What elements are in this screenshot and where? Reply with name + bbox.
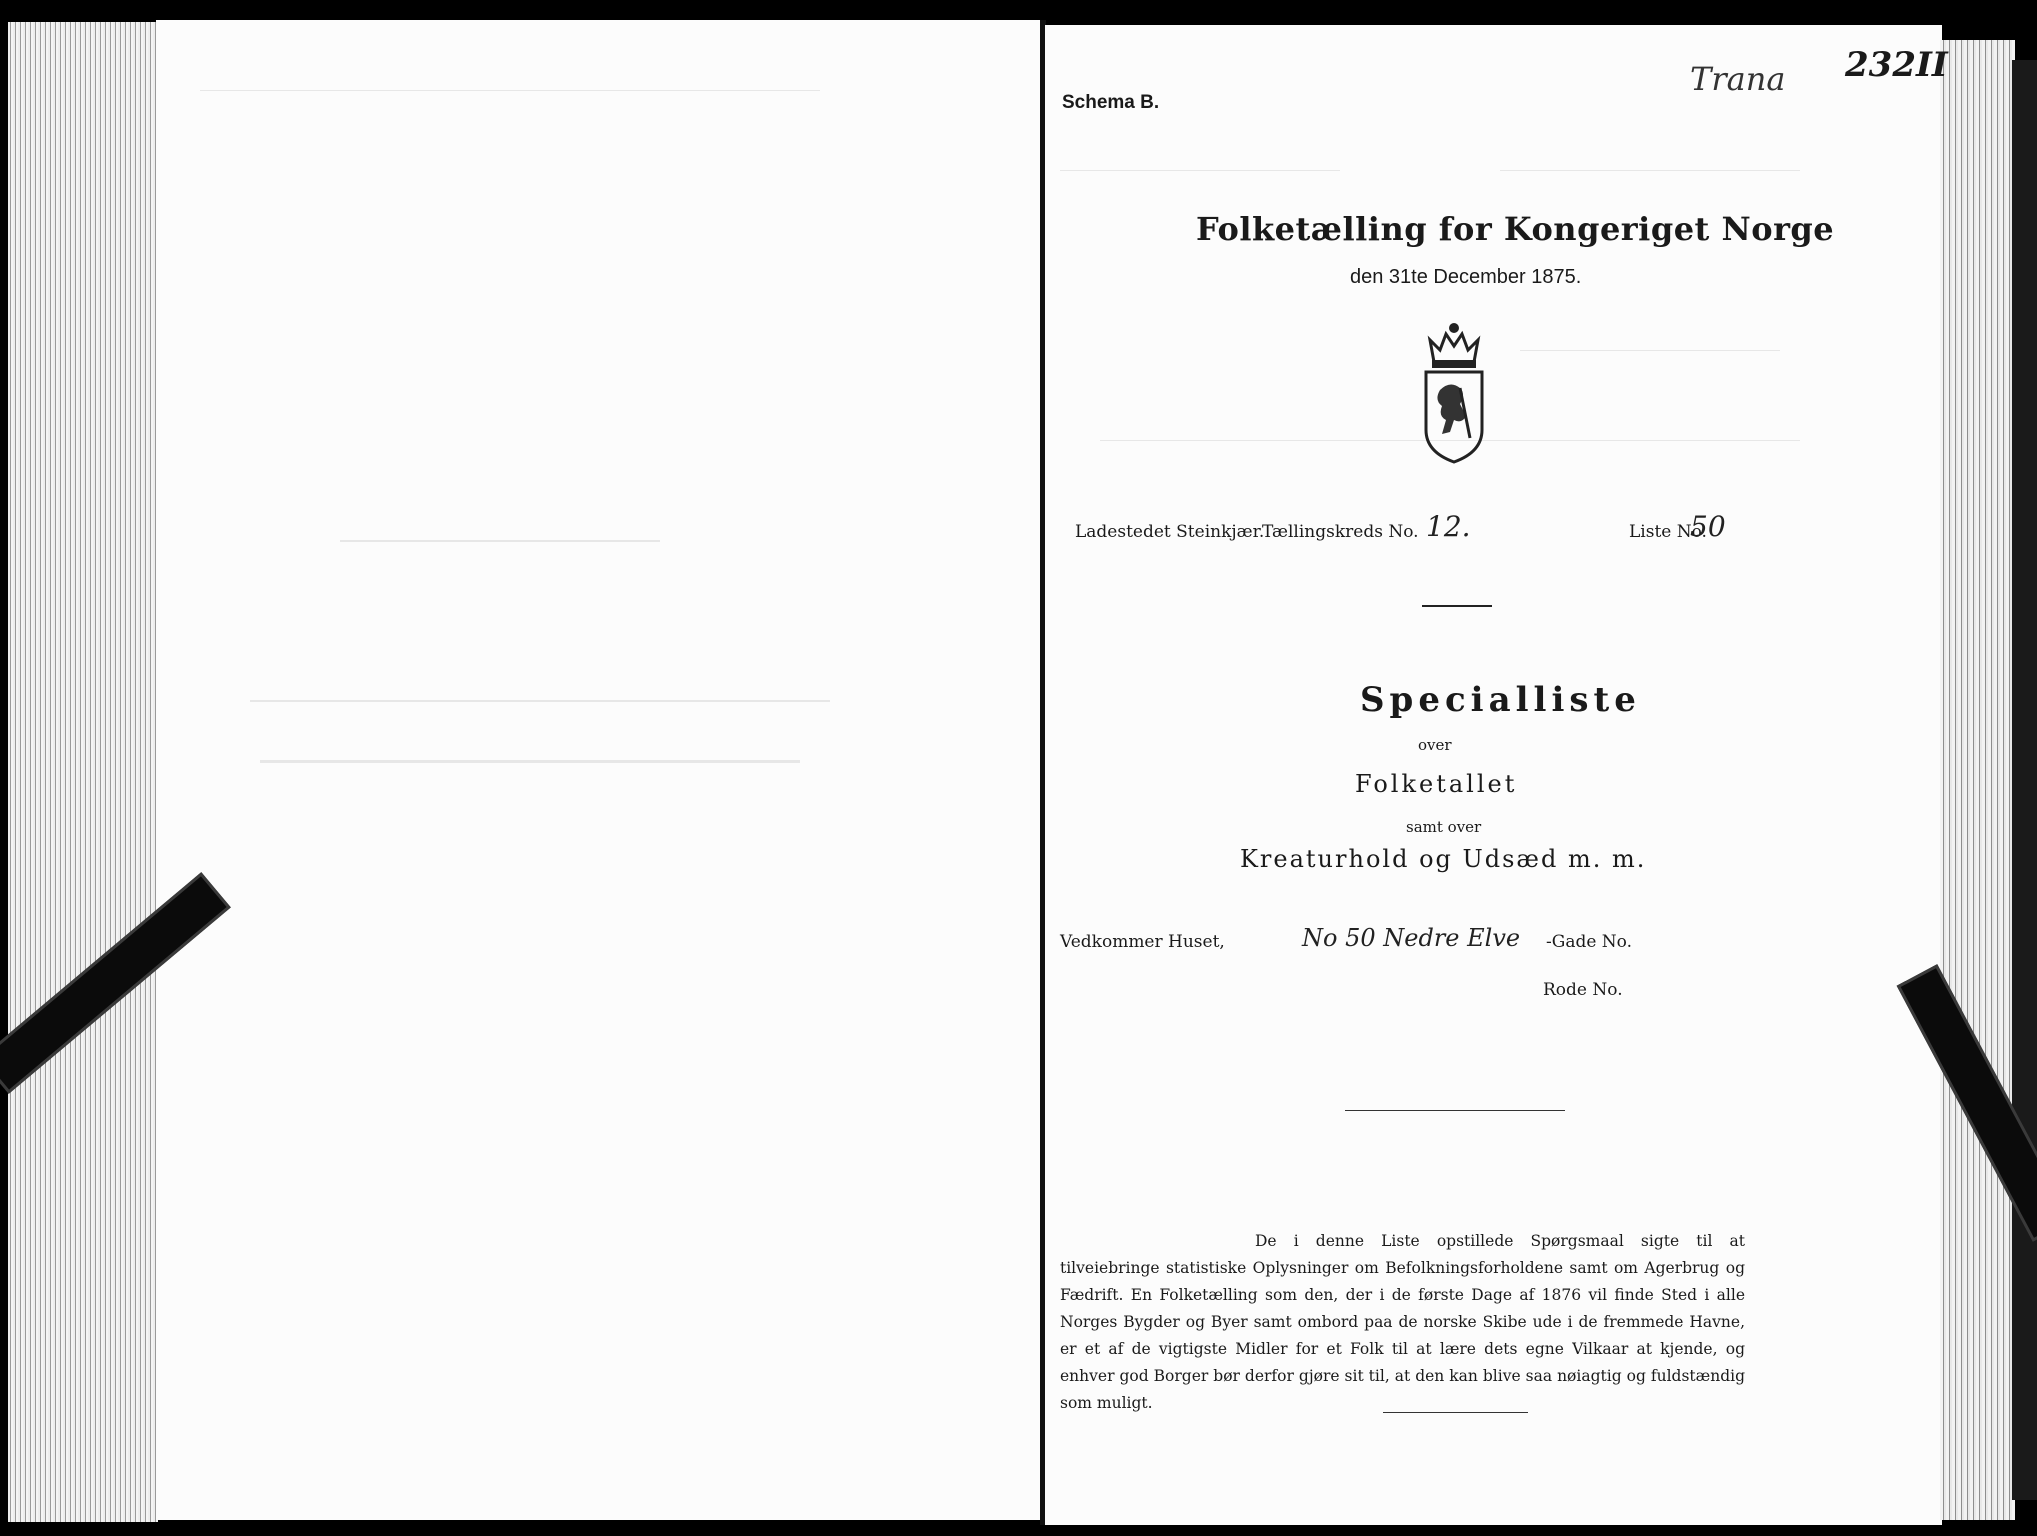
right-page-edges: [1940, 40, 2015, 1520]
document-title: Folketælling for Kongeriget Norge: [1196, 210, 1835, 248]
handwritten-place-note: Trana: [1690, 60, 1786, 98]
coat-of-arms-icon: [1420, 320, 1488, 469]
specialliste-heading: Specialliste: [1360, 680, 1641, 720]
divider-rule: [1345, 1110, 1565, 1111]
livestock-heading: Kreaturhold og Udsæd m. m.: [1240, 845, 1647, 873]
schema-label: Schema B.: [1062, 92, 1160, 113]
list-number: 50: [1690, 510, 1726, 543]
list-label: Liste No.: [1629, 522, 1707, 542]
right-outer-shadow: [2012, 60, 2037, 1500]
place-label: Ladestedet Steinkjær.: [1075, 522, 1265, 542]
street-label: -Gade No.: [1546, 932, 1633, 952]
left-page-blank: [156, 20, 1040, 1520]
show-through-line: [250, 700, 830, 702]
left-page-edges: [8, 22, 158, 1522]
district-number: 12.: [1426, 510, 1471, 543]
samt-over-text: samt over: [1406, 818, 1482, 836]
over-text: over: [1418, 736, 1452, 754]
show-through-line: [260, 760, 800, 763]
show-through-line: [1060, 170, 1340, 171]
page-number: 232II: [1845, 45, 1948, 85]
population-heading: Folketallet: [1355, 770, 1518, 798]
rode-label: Rode No.: [1543, 980, 1623, 1000]
show-through-line: [1500, 170, 1800, 171]
show-through-line: [200, 90, 820, 91]
divider-rule: [1383, 1412, 1528, 1413]
show-through-line: [1520, 350, 1780, 351]
divider-rule: [1422, 605, 1492, 607]
house-label: Vedkommer Huset,: [1060, 932, 1225, 952]
show-through-line: [340, 540, 660, 542]
district-label: Tællingskreds No.: [1262, 522, 1419, 542]
census-date: den 31te December 1875.: [1350, 266, 1582, 288]
instruction-paragraph: De i denne Liste opstillede Spørgsmaal sigte til at tilveiebringe statistiske Oplysninger om Befolkningsforholdene samt om Agerbrug og Fædrift. En Folketælling som den, der i de første Dage af 1876 vil finde Sted i alle Norges Bygder og Byer samt ombord paa de norske Skibe ude i de fremmede Havne, er et af de vigtigste Midler for et Folk til at lære dets egne Vilkaar at kjende, og enhver god Borger bør derfor gjøre sit til, at den kan blive saa nøiagtig og fuldstændig som muligt.: [1060, 1232, 1745, 1412]
house-handwritten-value: No 50 Nedre Elve: [1302, 924, 1521, 952]
